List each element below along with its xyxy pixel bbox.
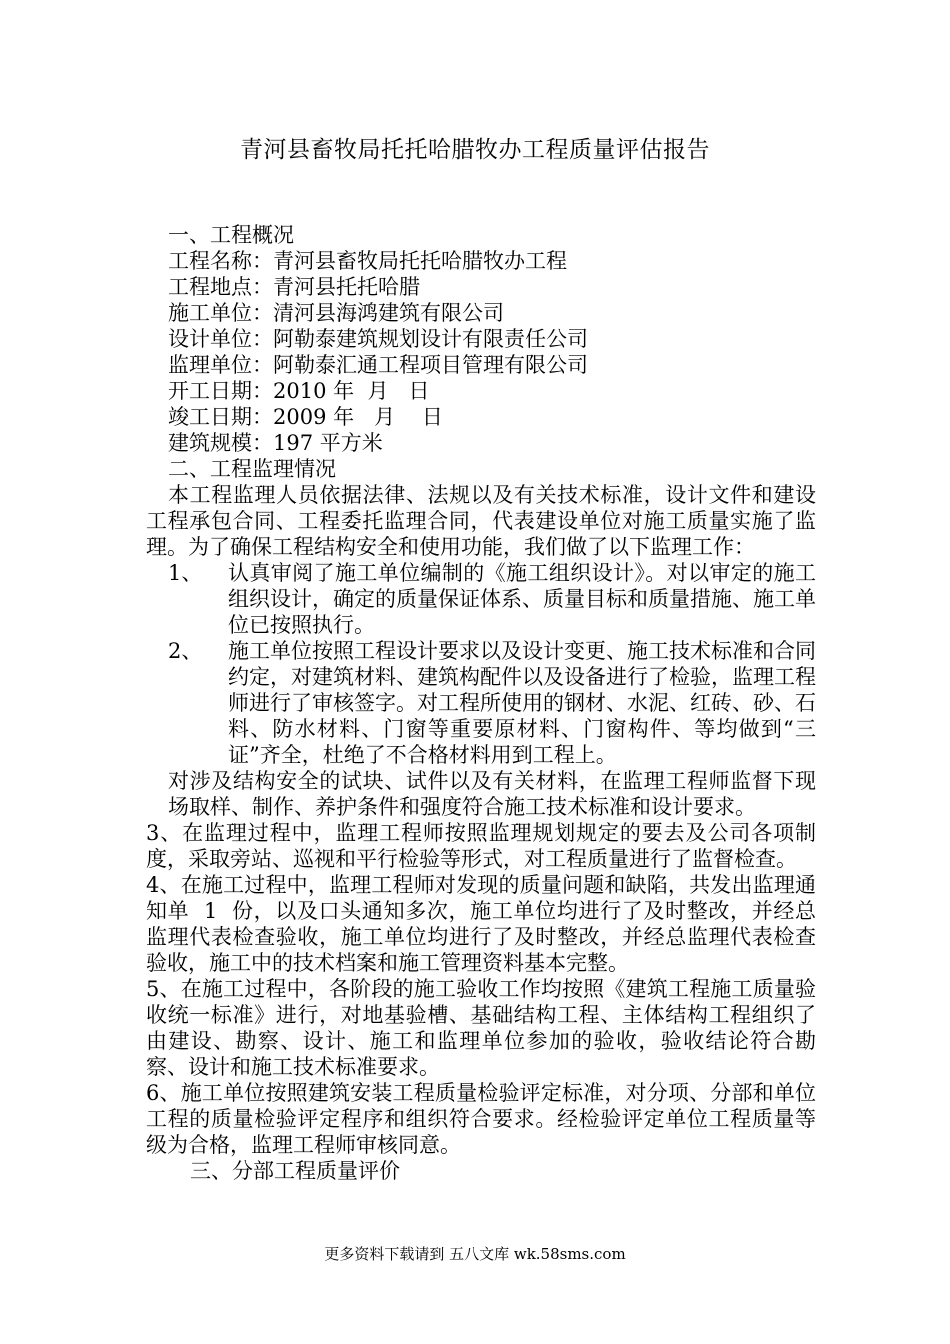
list-item-number: 2、 [168,639,203,663]
list-item-text: 认真审阅了施工单位编制的《施工组织设计》。对以审定的施工组织设计，确定的质量保证体系、质量目标和质量措施、施工单位已按照执行。 [228,561,816,637]
paragraph-6: 6、施工单位按照建筑安装工程质量检验评定标准，对分项、分部和单位工程的质量检验评定程序和组织符合要求。经检验评定单位工程质量等级为合格，监理工程师审核同意。 [146,1081,816,1157]
section-2-heading: 二、工程监理情况 [168,457,336,481]
document-title: 青河县畜牧局托托哈腊牧办工程质量评估报告 [240,137,710,163]
section-3-heading: 三、分部工程质量评价 [190,1159,400,1183]
field-completion-date: 竣工日期：2009 年 月 日 [168,405,443,429]
field-supervision-unit: 监理单位：阿勒泰汇通工程项目管理有限公司 [168,353,588,377]
footer-download-link[interactable]: 更多资料下载请到 五八文库 wk.58sms.com [324,1245,626,1263]
document-body [146,222,816,1184]
field-design-unit: 设计单位：阿勒泰建筑规划设计有限责任公司 [168,327,588,351]
list-item-text: 施工单位按照工程设计要求以及设计变更、施工技术标准和合同约定，对建筑材料、建筑构配件以及设备进行了检验，监理工程师进行了审核签字。对工程所使用的钢材、水泥、红砖、砂、石料、防水材料、门窗等重要原材料、门窗构件、等均做到“三证”齐全，杜绝了不合格材料用到工程上。 [228,639,816,767]
paragraph-3: 3、在监理过程中，监理工程师按照监理规划规定的要去及公司各项制度，采取旁站、巡视和平行检验等形式，对工程质量进行了监督检查。 [146,821,816,871]
section-1-heading: 一、工程概况 [168,223,294,247]
paragraph-5: 5、在施工过程中，各阶段的施工验收工作均按照《建筑工程施工质量验收统一标准》进行，对地基验槽、基础结构工程、主体结构工程组织了由建设、勘察、设计、施工和监理单位参加的验收，验收结论符合勘察、设计和施工技术标准要求。 [146,977,816,1079]
list-item [146,560,816,638]
field-project-location: 工程地点：青河县托托哈腊 [168,275,420,299]
list-item [146,638,816,768]
field-construction-unit: 施工单位：清河县海鸿建筑有限公司 [168,301,504,325]
paragraph-4: 4、在施工过程中，监理工程师对发现的质量问题和缺陷，共发出监理通知单 1 份，以及口头通知多次，施工单位均进行了及时整改，并经总监理代表检查验收，施工单位均进行了及时整改，并经总监理代表检查验收，施工中的技术档案和施工管理资料基本完整。 [146,873,816,975]
sampling-paragraph: 对涉及结构安全的试块、试件以及有关材料，在监理工程师监督下现场取样、制作、养护条件和强度符合施工技术标准和设计要求。 [168,769,816,819]
section-2-intro: 本工程监理人员依据法律、法规以及有关技术标准，设计文件和建设工程承包合同、工程委托监理合同，代表建设单位对施工质量实施了监理。为了确保工程结构安全和使用功能，我们做了以下监理工作： [146,483,816,559]
list-item-number: 1、 [168,561,203,585]
field-building-scale: 建筑规模：197 平方米 [168,431,383,455]
field-project-name: 工程名称：青河县畜牧局托托哈腊牧办工程 [168,249,567,273]
field-start-date: 开工日期：2010 年 月 日 [168,379,430,403]
